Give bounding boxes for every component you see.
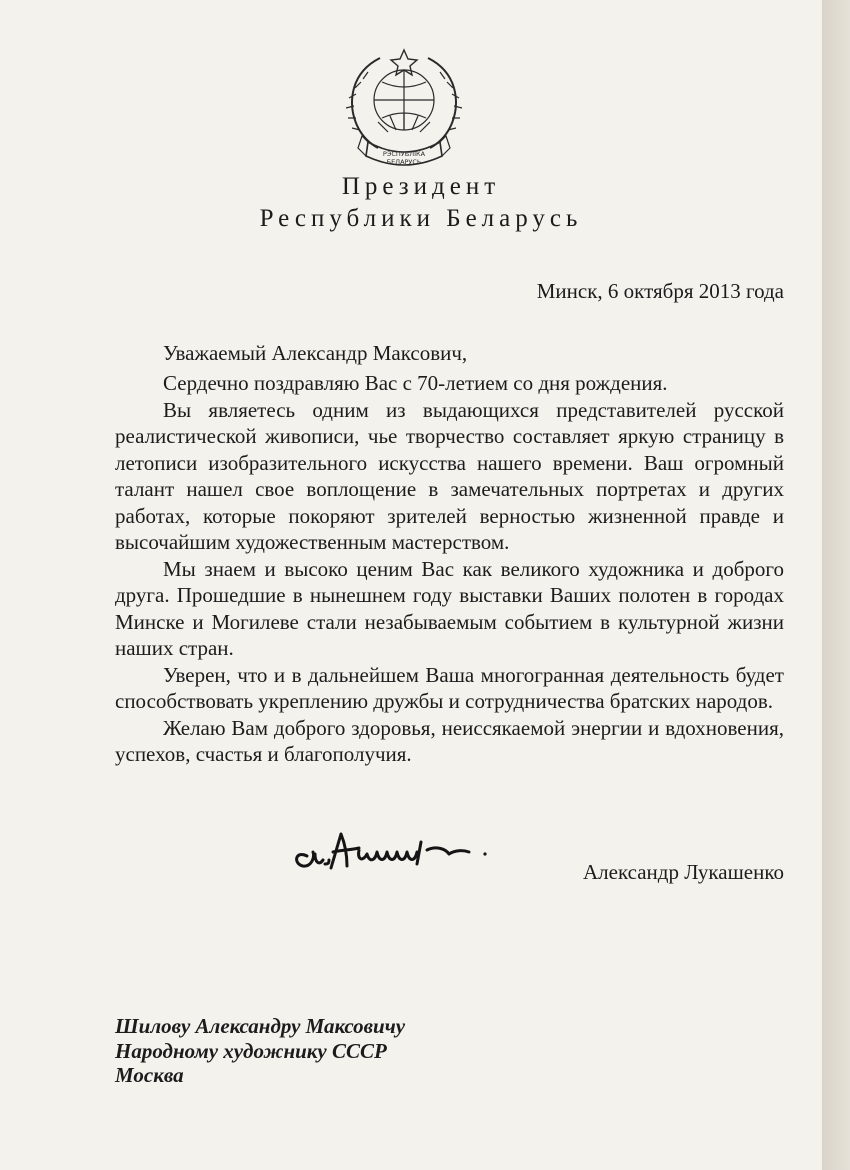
addressee-name: Шилову Александру Максовичу — [115, 1014, 406, 1038]
scan-edge — [822, 0, 850, 1170]
paragraph: Вы являетесь одним из выдающихся представителей русской реалистической живописи, чье творчество составляет яркую страницу в летописи изобразительного искусства нашего времени. Ваш огромный талант нашел свое воплощение в замечательных портретах и других работах, которые покоряют зрителей верностью жизненной правде и высочайшим художественным мастерством. — [115, 397, 784, 554]
paragraph: Желаю Вам доброго здоровья, неиссякаемой энергии и вдохновения, успехов, счастья и благополучия. — [115, 715, 784, 766]
paragraph: Уверен, что и в дальнейшем Ваша многогранная деятельность будет способствовать укреплению дружбы и сотрудничества братских народов. — [115, 662, 784, 713]
date-line: Минск, 6 октября 2013 года — [536, 279, 784, 303]
state-emblem-icon — [338, 44, 470, 172]
addressee-city: Москва — [115, 1063, 184, 1087]
letter-body — [115, 370, 784, 768]
paragraph: Мы знаем и высоко ценим Вас как великого художника и доброго друга. Прошедшие в нынешнем году выставки Ваших полотен в городах Минске и Могилеве стали незабываемым событием в культурной жизни наших стран. — [115, 556, 784, 660]
paragraph: Сердечно поздравляю Вас с 70-летием со дня рождения. — [163, 371, 668, 395]
letterhead-title: Президент — [341, 173, 501, 200]
addressee-title: Народному художнику СССР — [115, 1038, 387, 1063]
svg-text:РЭСПУБЛІКА: РЭСПУБЛІКА — [382, 150, 426, 158]
signer-name: Александр Лукашенко — [582, 860, 784, 884]
salutation: Уважаемый Александр Максович, — [163, 341, 468, 365]
letterhead-subtitle: Республики Беларусь — [259, 205, 583, 232]
svg-text:БЕЛАРУСЬ: БЕЛАРУСЬ — [386, 158, 422, 166]
addressee-block — [115, 1014, 405, 1088]
